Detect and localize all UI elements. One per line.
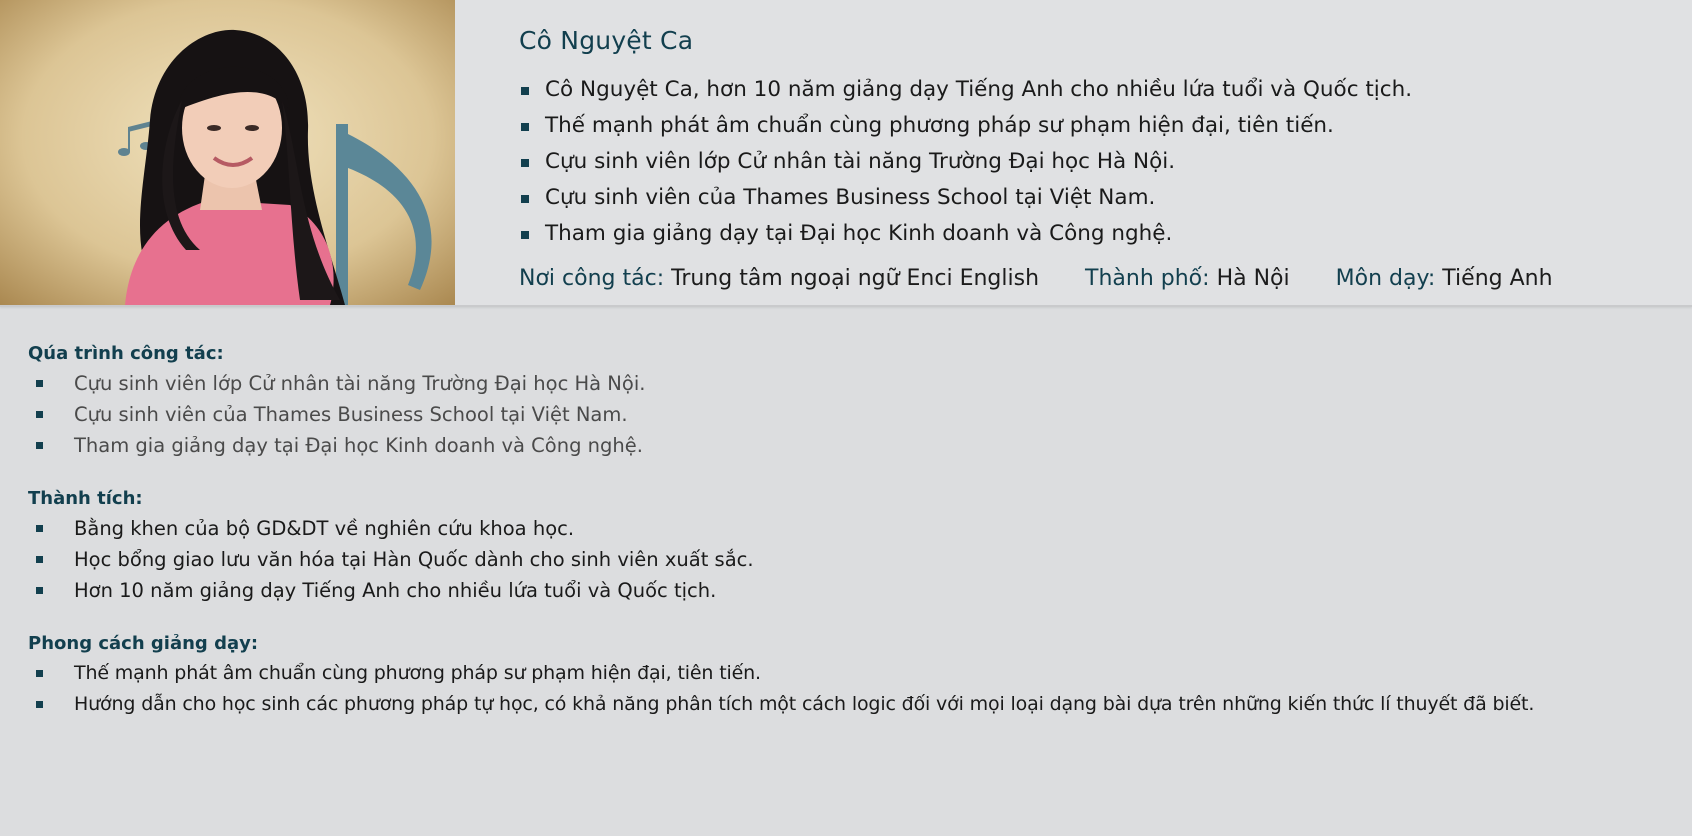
section-title: Qúa trình công tác: [28,343,224,364]
list-item: Học bổng giao lưu văn hóa tại Hàn Quốc dành cho sinh viên xuất sắc. [28,544,1678,575]
list-item: Cựu sinh viên lớp Cử nhân tài năng Trường Đại học Hà Nội. [28,368,1678,399]
profile-header [0,0,1692,307]
intro-item: Cô Nguyệt Ca, hơn 10 năm giảng dạy Tiếng Anh cho nhiều lứa tuổi và Quốc tịch. [519,72,1679,108]
teacher-name: Cô Nguyệt Ca [519,26,694,55]
list-item: Cựu sinh viên của Thames Business School tại Việt Nam. [28,399,1678,430]
subject-label: Môn dạy [1335,266,1428,291]
list-item: Thế mạnh phát âm chuẩn cùng phương pháp sư phạm hiện đại, tiên tiến. [28,658,1678,689]
intro-item: Cựu sinh viên lớp Cử nhân tài năng Trường Đại học Hà Nội. [519,144,1679,180]
section-title: Phong cách giảng dạy: [28,633,259,654]
teacher-photo [0,0,455,305]
teaching-style-section [28,630,1678,720]
city-value: Hà Nội [1216,266,1290,291]
list-item: Hơn 10 năm giảng dạy Tiếng Anh cho nhiều lứa tuổi và Quốc tịch. [28,575,1678,606]
intro-list [519,72,1679,252]
work-history-section [28,340,1678,461]
workplace-label: Nơi công tác [519,266,657,291]
workplace-value: Trung tâm ngoại ngữ Enci English [671,266,1040,291]
achievements-list [28,513,1678,606]
teaching-style-list [28,658,1678,720]
profile-info [519,26,1679,291]
intro-item: Cựu sinh viên của Thames Business School tại Việt Nam. [519,180,1679,216]
city: Thành phố: Hà Nội [1085,266,1290,291]
intro-item: Thế mạnh phát âm chuẩn cùng phương pháp sư phạm hiện đại, tiên tiến. [519,108,1679,144]
workplace: Nơi công tác: Trung tâm ngoại ngữ Enci English [519,266,1040,291]
list-item: Bằng khen của bộ GD&DT về nghiên cứu khoa học. [28,513,1678,544]
intro-item: Tham gia giảng dạy tại Đại học Kinh doanh và Công nghệ. [519,216,1679,252]
work-history-list [28,368,1678,461]
subject: Môn dạy: Tiếng Anh [1335,266,1553,291]
list-item: Hướng dẫn cho học sinh các phương pháp tự học, có khả năng phân tích một cách logic đối với mọi loại dạng bài dựa trên những kiến thức lí thuyết đã biết. [28,689,1678,720]
city-label: Thành phố [1085,266,1203,291]
list-item: Tham gia giảng dạy tại Đại học Kinh doanh và Công nghệ. [28,430,1678,461]
section-title: Thành tích: [28,488,143,509]
achievements-section [28,485,1678,606]
profile-details [28,340,1678,744]
meta-row [519,266,1679,291]
subject-value: Tiếng Anh [1442,266,1553,291]
